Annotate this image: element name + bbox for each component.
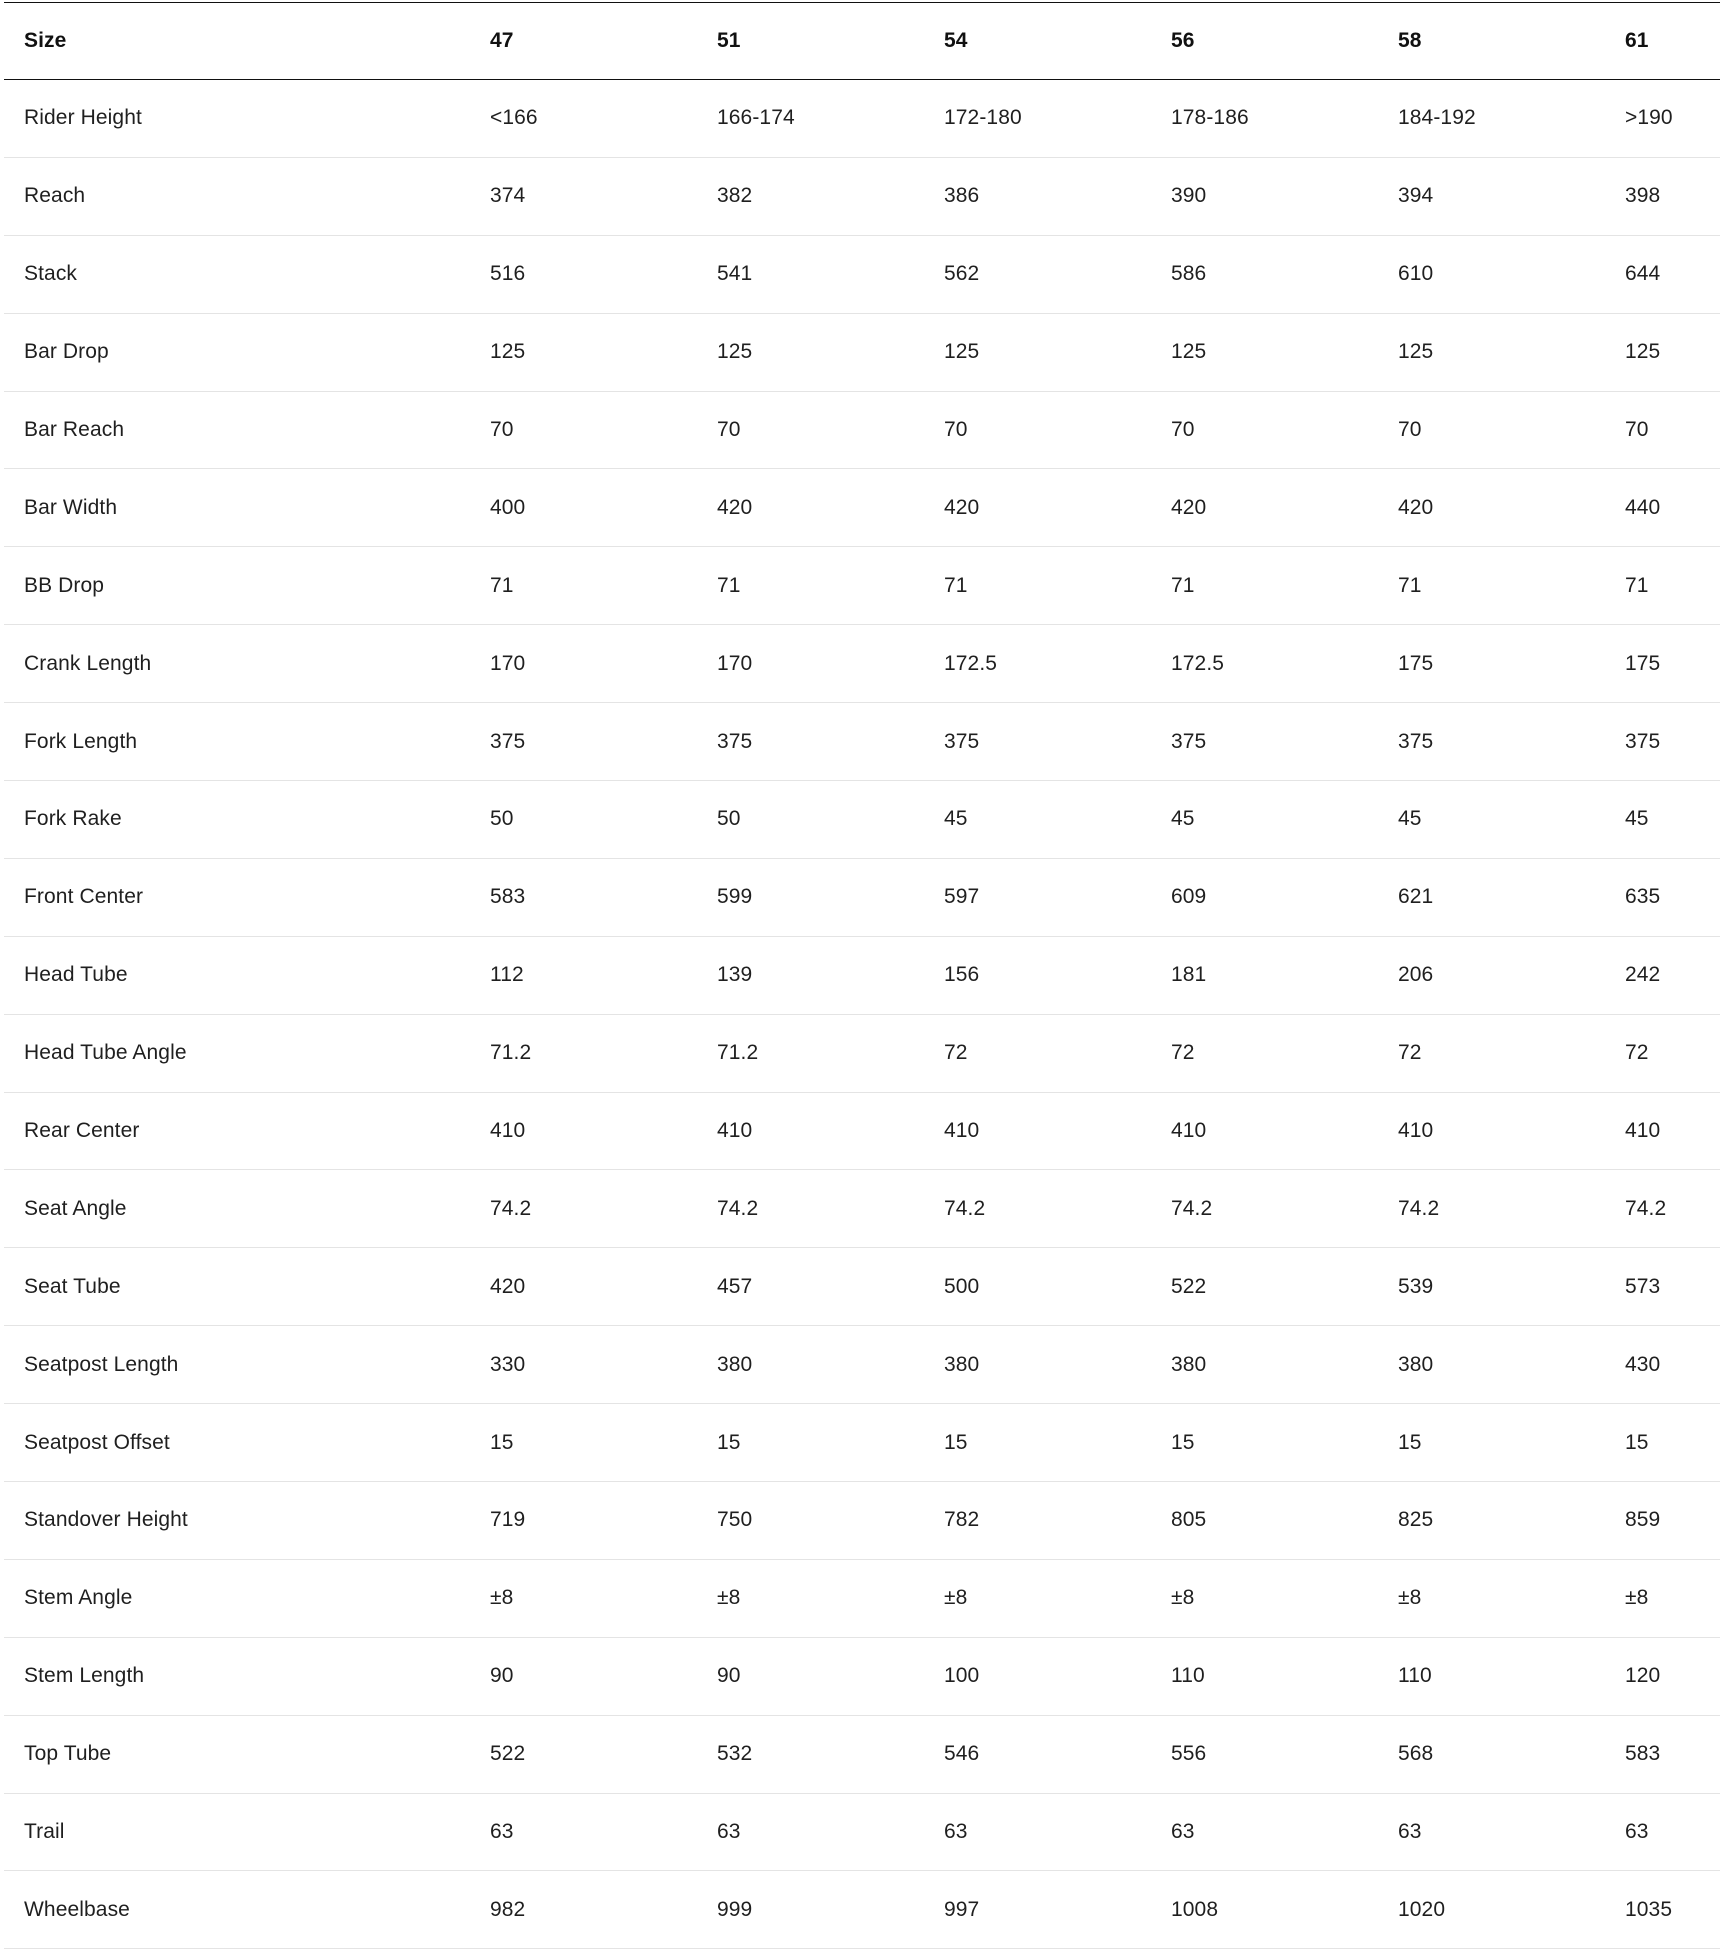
table-cell: 410	[717, 1119, 753, 1143]
table-cell: 522	[490, 1742, 526, 1766]
table-cell: 156	[944, 963, 980, 987]
table-cell: 500	[944, 1274, 980, 1298]
row-label: Fork Rake	[24, 807, 122, 831]
table-cell: 45	[944, 807, 968, 831]
table-cell: 457	[717, 1274, 753, 1298]
header-size-label: Size	[24, 29, 67, 52]
table-cell: 380	[717, 1352, 753, 1376]
table-cell: 644	[1625, 262, 1661, 286]
table-cell: 74.2	[944, 1196, 986, 1220]
table-row	[4, 781, 1720, 859]
header-size-54: 54	[944, 29, 968, 52]
table-cell: 172-180	[944, 106, 1022, 130]
table-row	[4, 1248, 1720, 1326]
table-cell: 70	[490, 418, 514, 441]
table-cell: 125	[1171, 340, 1207, 364]
table-cell: 546	[944, 1742, 980, 1766]
row-label: Standover Height	[24, 1508, 188, 1532]
row-label: Wheelbase	[24, 1897, 130, 1921]
table-row	[4, 1170, 1720, 1248]
table-cell: 175	[1398, 651, 1434, 675]
row-label: Bar Width	[24, 495, 118, 519]
table-cell: 583	[1625, 1742, 1661, 1766]
table-cell: <166	[490, 106, 538, 130]
header-size-51: 51	[717, 29, 741, 52]
table-cell: 15	[1398, 1430, 1422, 1454]
header-size-58: 58	[1398, 29, 1422, 52]
table-cell: ±8	[944, 1586, 968, 1610]
table-cell: 71	[490, 573, 514, 597]
table-cell: 532	[717, 1742, 753, 1766]
row-label: Seat Angle	[24, 1196, 127, 1220]
table-cell: 420	[944, 495, 980, 519]
table-cell: 172.5	[1171, 651, 1225, 675]
table-cell: 206	[1398, 963, 1434, 987]
table-row	[4, 1482, 1720, 1560]
table-cell: 74.2	[1171, 1196, 1213, 1220]
table-cell: 621	[1398, 885, 1434, 909]
table-cell: 112	[490, 963, 524, 987]
table-cell: 15	[717, 1430, 741, 1454]
table-cell: 50	[717, 807, 741, 831]
table-cell: 609	[1171, 885, 1207, 909]
table-cell: 71	[717, 573, 741, 597]
table-cell: 63	[1625, 1820, 1649, 1844]
table-cell: 70	[1625, 418, 1649, 441]
table-cell: 573	[1625, 1274, 1661, 1298]
row-label: Stem Angle	[24, 1586, 133, 1610]
row-label: Seatpost Offset	[24, 1430, 170, 1454]
row-label: Bar Drop	[24, 340, 109, 364]
table-cell: 782	[944, 1508, 980, 1532]
table-cell: 410	[1171, 1119, 1207, 1143]
table-cell: 71	[944, 573, 968, 597]
table-cell: 110	[1171, 1664, 1205, 1688]
table-cell: 63	[717, 1820, 741, 1844]
table-cell: 74.2	[717, 1196, 759, 1220]
table-cell: 100	[944, 1664, 980, 1688]
table-cell: 70	[1171, 418, 1195, 441]
table-cell: 15	[1171, 1430, 1195, 1454]
row-label: Stem Length	[24, 1664, 145, 1688]
table-cell: 599	[717, 885, 753, 909]
header-size-47: 47	[490, 29, 514, 52]
table-cell: 139	[717, 963, 753, 987]
table-cell: 398	[1625, 184, 1661, 208]
table-cell: 410	[1398, 1119, 1434, 1143]
table-cell: 242	[1625, 963, 1661, 987]
table-row	[4, 313, 1720, 391]
table-cell: 1035	[1625, 1897, 1673, 1921]
table-cell: 90	[490, 1664, 514, 1688]
table-cell: 45	[1398, 807, 1422, 831]
table-row	[4, 1092, 1720, 1170]
table-cell: 597	[944, 885, 980, 909]
table-cell: 72	[1398, 1041, 1422, 1065]
row-label: Stack	[24, 262, 78, 286]
table-cell: 420	[1398, 495, 1434, 519]
table-row	[4, 858, 1720, 936]
table-cell: 562	[944, 262, 980, 286]
table-row	[4, 1637, 1720, 1715]
table-cell: 825	[1398, 1508, 1434, 1532]
table-cell: 556	[1171, 1742, 1207, 1766]
header-size-56: 56	[1171, 29, 1195, 52]
table-cell: 178-186	[1171, 106, 1249, 130]
table-cell: 997	[944, 1897, 980, 1921]
row-label: Trail	[24, 1820, 65, 1844]
table-cell: 63	[1171, 1820, 1195, 1844]
row-label: Seat Tube	[24, 1274, 121, 1298]
table-cell: 70	[717, 418, 741, 441]
table-cell: 125	[1625, 340, 1661, 364]
table-body	[4, 80, 1720, 1949]
table-cell: 522	[1171, 1274, 1207, 1298]
table-cell: 120	[1625, 1664, 1661, 1688]
table-cell: ±8	[1398, 1586, 1422, 1610]
table-cell: 170	[490, 651, 526, 675]
table-row	[4, 547, 1720, 625]
row-label: Crank Length	[24, 651, 152, 675]
row-label: Fork Length	[24, 729, 138, 753]
table-cell: 586	[1171, 262, 1207, 286]
table-cell: 71	[1625, 573, 1649, 597]
table-cell: 71.2	[490, 1041, 532, 1065]
table-cell: 750	[717, 1508, 753, 1532]
table-header	[4, 3, 1720, 80]
row-label: BB Drop	[24, 573, 105, 597]
table-cell: 74.2	[1398, 1196, 1440, 1220]
table-cell: 125	[944, 340, 980, 364]
table-cell: 440	[1625, 495, 1661, 519]
table-cell: 50	[490, 807, 514, 831]
table-cell: 410	[490, 1119, 526, 1143]
table-row	[4, 1559, 1720, 1637]
table-cell: 45	[1625, 807, 1649, 831]
row-label: Seatpost Length	[24, 1352, 179, 1376]
table-row	[4, 1871, 1720, 1949]
table-cell: 125	[717, 340, 753, 364]
table-cell: 375	[717, 729, 753, 753]
table-row	[4, 625, 1720, 703]
table-cell: 635	[1625, 885, 1661, 909]
table-cell: 74.2	[1625, 1196, 1667, 1220]
table-cell: 15	[490, 1430, 514, 1454]
table-row	[4, 391, 1720, 469]
table-cell: 374	[490, 184, 526, 208]
table-cell: 90	[717, 1664, 741, 1688]
table-cell: 1020	[1398, 1897, 1446, 1921]
table-cell: 568	[1398, 1742, 1434, 1766]
table-cell: 1008	[1171, 1897, 1219, 1921]
table-row	[4, 936, 1720, 1014]
table-cell: 70	[944, 418, 968, 441]
table-cell: 125	[490, 340, 526, 364]
table-cell: 181	[1171, 963, 1207, 987]
table-cell: 375	[1398, 729, 1434, 753]
table-cell: 410	[944, 1119, 980, 1143]
table-cell: 394	[1398, 184, 1434, 208]
table-cell: 110	[1398, 1664, 1432, 1688]
table-cell: 330	[490, 1352, 526, 1376]
table-row	[4, 80, 1720, 158]
table-cell: 420	[490, 1274, 526, 1298]
geometry-table	[4, 2, 1720, 1949]
table-cell: 170	[717, 651, 753, 675]
table-cell: 72	[1625, 1041, 1649, 1065]
table-cell: ±8	[490, 1586, 514, 1610]
table-cell: 166-174	[717, 106, 795, 130]
table-row	[4, 1404, 1720, 1482]
table-cell: 71	[1398, 573, 1422, 597]
table-cell: 805	[1171, 1508, 1207, 1532]
table-cell: 72	[1171, 1041, 1195, 1065]
header-size-61: 61	[1625, 29, 1649, 52]
table-cell: ±8	[717, 1586, 741, 1610]
table-cell: 539	[1398, 1274, 1434, 1298]
row-label: Rider Height	[24, 106, 142, 130]
table-cell: 516	[490, 262, 526, 286]
table-cell: 15	[1625, 1430, 1649, 1454]
table-row	[4, 703, 1720, 781]
table-cell: 583	[490, 885, 526, 909]
row-label: Top Tube	[24, 1742, 112, 1766]
table-cell: 380	[944, 1352, 980, 1376]
table-cell: 380	[1171, 1352, 1207, 1376]
table-row	[4, 235, 1720, 313]
table-cell: 72	[944, 1041, 968, 1065]
table-row	[4, 1793, 1720, 1871]
table-row	[4, 157, 1720, 235]
table-cell: 430	[1625, 1352, 1661, 1376]
table-cell: 375	[944, 729, 980, 753]
table-cell: 386	[944, 184, 980, 208]
table-cell: 410	[1625, 1119, 1661, 1143]
table-cell: 390	[1171, 184, 1207, 208]
table-cell: 71.2	[717, 1041, 759, 1065]
row-label: Bar Reach	[24, 418, 125, 441]
row-label: Front Center	[24, 885, 144, 909]
table-row	[4, 1014, 1720, 1092]
table-cell: 70	[1398, 418, 1422, 441]
table-cell: 375	[1171, 729, 1207, 753]
table-cell: 400	[490, 495, 526, 519]
table-cell: 63	[1398, 1820, 1422, 1844]
table-row	[4, 469, 1720, 547]
table-cell: 420	[717, 495, 753, 519]
table-cell: 375	[1625, 729, 1661, 753]
table-cell: 380	[1398, 1352, 1434, 1376]
row-label: Rear Center	[24, 1119, 140, 1143]
table-cell: 74.2	[490, 1196, 532, 1220]
table-cell: 982	[490, 1897, 526, 1921]
table-cell: 541	[717, 262, 753, 286]
table-cell: 719	[490, 1508, 526, 1532]
table-cell: 382	[717, 184, 753, 208]
table-cell: 610	[1398, 262, 1434, 286]
table-cell: 63	[490, 1820, 514, 1844]
row-label: Head Tube	[24, 963, 128, 987]
table-cell: 420	[1171, 495, 1207, 519]
table-row	[4, 1326, 1720, 1404]
table-cell: 71	[1171, 573, 1195, 597]
table-cell: 999	[717, 1897, 753, 1921]
row-label: Reach	[24, 184, 86, 208]
header-row	[4, 3, 1720, 80]
table-cell: 175	[1625, 651, 1661, 675]
table-cell: 375	[490, 729, 526, 753]
table-cell: 45	[1171, 807, 1195, 831]
table-cell: 15	[944, 1430, 968, 1454]
table-cell: >190	[1625, 106, 1673, 130]
row-label: Head Tube Angle	[24, 1041, 187, 1065]
table-cell: ±8	[1625, 1586, 1649, 1610]
table-row	[4, 1715, 1720, 1793]
table-cell: 859	[1625, 1508, 1661, 1532]
table-cell: ±8	[1171, 1586, 1195, 1610]
table-cell: 172.5	[944, 651, 998, 675]
table-cell: 184-192	[1398, 106, 1476, 130]
table-cell: 125	[1398, 340, 1434, 364]
table-cell: 63	[944, 1820, 968, 1844]
